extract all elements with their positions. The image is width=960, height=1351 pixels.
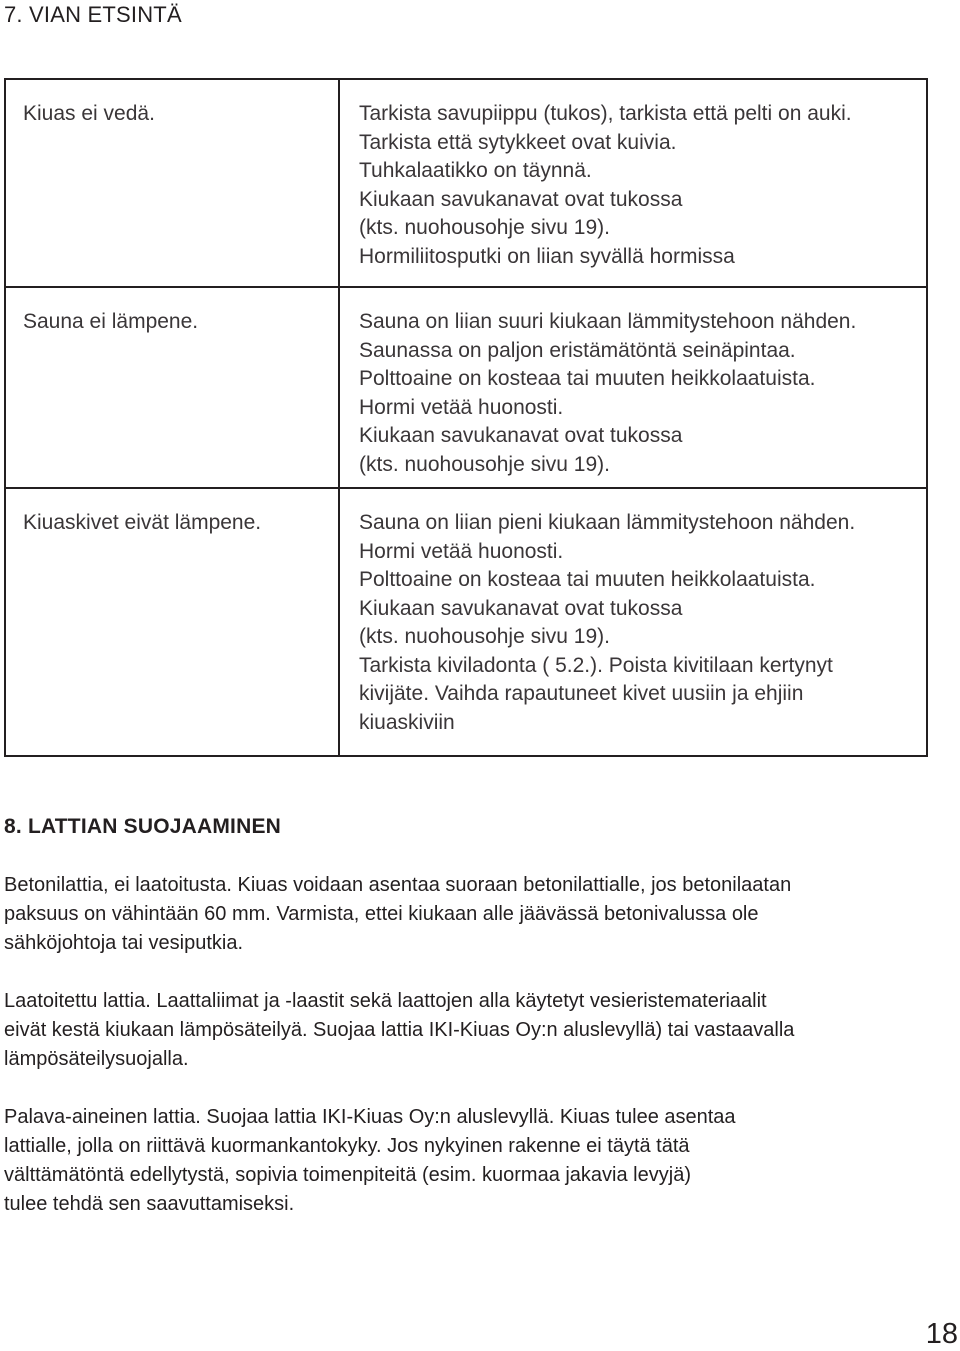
section-8-heading: 8. LATTIAN SUOJAAMINEN [4,815,282,838]
cause-line: Tarkista savupiippu (tukos), tarkista että pelti on auki. [359,102,852,125]
paragraph-line: paksuus on vähintään 60 mm. Varmista, ettei kiukaan alle jäävässä betonivalussa ole [4,903,759,925]
paragraph-line: sähköjohtoja tai vesiputkia. [4,932,244,954]
paragraph-line: Laatoitettu lattia. Laattaliimat ja -laastit sekä laattojen alla käytetyt vesieristemateriaalit [4,990,767,1012]
cause-line: (kts. nuohousohje sivu 19). [359,216,610,239]
cause-line: Polttoaine on kosteaa tai muuten heikkolaatuista. [359,568,816,591]
problem-cell: Sauna ei lämpene. [5,287,339,488]
cause-cell [339,488,927,756]
cause-line: Hormiliitosputki on liian syvällä hormissa [359,244,735,268]
paragraph-line: eivät kestä kiukaan lämpösäteilyä. Suojaa lattia IKI-Kiuas Oy:n aluslevyllä) tai vastaavalla [4,1019,795,1041]
paragraph-line: lattialle, jolla on riittävä kuormankantokyky. Jos nykyinen rakenne ei täytä tätä [4,1135,690,1157]
table-row [5,79,927,287]
cause-line: Tarkista kiviladonta ( 5.2.). Poista kivitilaan kertynyt [359,653,833,677]
cause-line: (kts. nuohousohje sivu 19). [359,625,610,648]
paragraph-tiled-floor [4,987,954,1074]
cause-line: Polttoaine on kosteaa tai muuten heikkolaatuista. [359,367,816,390]
cause-line: Tuhkalaatikko on täynnä. [359,159,592,182]
cause-line: Sauna on liian pieni kiukaan lämmitystehoon nähden. [359,511,856,534]
cause-line: Tarkista että sytykkeet ovat kuivia. [359,130,677,154]
cause-line: (kts. nuohousohje sivu 19). [359,452,610,476]
paragraph-line: välttämätöntä edellytystä, sopivia toimenpiteitä (esim. kuormaa jakavia levyjä) [4,1164,691,1186]
page-number: 18 [925,1318,958,1350]
paragraph-concrete-floor [4,871,954,958]
cause-line: Kiukaan savukanavat ovat tukossa [359,187,683,211]
cause-cell [339,79,927,287]
cause-line: Hormi vetää huonosti. [359,539,564,563]
cause-line: Sauna on liian suuri kiukaan lämmitystehoon nähden. [359,310,857,333]
paragraph-line: Palava-aineinen lattia. Suojaa lattia IKI-Kiuas Oy:n aluslevyllä. Kiuas tulee asentaa [4,1106,736,1128]
paragraph-line: Betonilattia, ei laatoitusta. Kiuas voidaan asentaa suoraan betonilattialle, jos betonilaatan [4,874,792,896]
cause-cell [339,287,927,488]
paragraph-combustible-floor [4,1103,954,1219]
cause-line: kivijäte. Vaihda rapautuneet kivet uusiin ja ehjiin [359,682,804,705]
cause-line: kiuaskiviin [359,710,455,734]
problem-cell: Kiuaskivet eivät lämpene. [5,488,339,756]
cause-line: Kiukaan savukanavat ovat tukossa [359,596,683,620]
problem-cell: Kiuas ei vedä. [5,79,339,287]
section-7-heading: 7. VIAN ETSINTÄ [4,2,182,27]
table-row [5,287,927,488]
troubleshooting-table [4,78,928,757]
cause-line: Saunassa on paljon eristämätöntä seinäpintaa. [359,338,796,362]
paragraph-line: lämpösäteilysuojalla. [4,1048,189,1070]
paragraph-line: tulee tehdä sen saavuttamiseksi. [4,1193,295,1215]
cause-line: Kiukaan savukanavat ovat tukossa [359,424,683,447]
cause-line: Hormi vetää huonosti. [359,395,564,419]
table-row [5,488,927,756]
